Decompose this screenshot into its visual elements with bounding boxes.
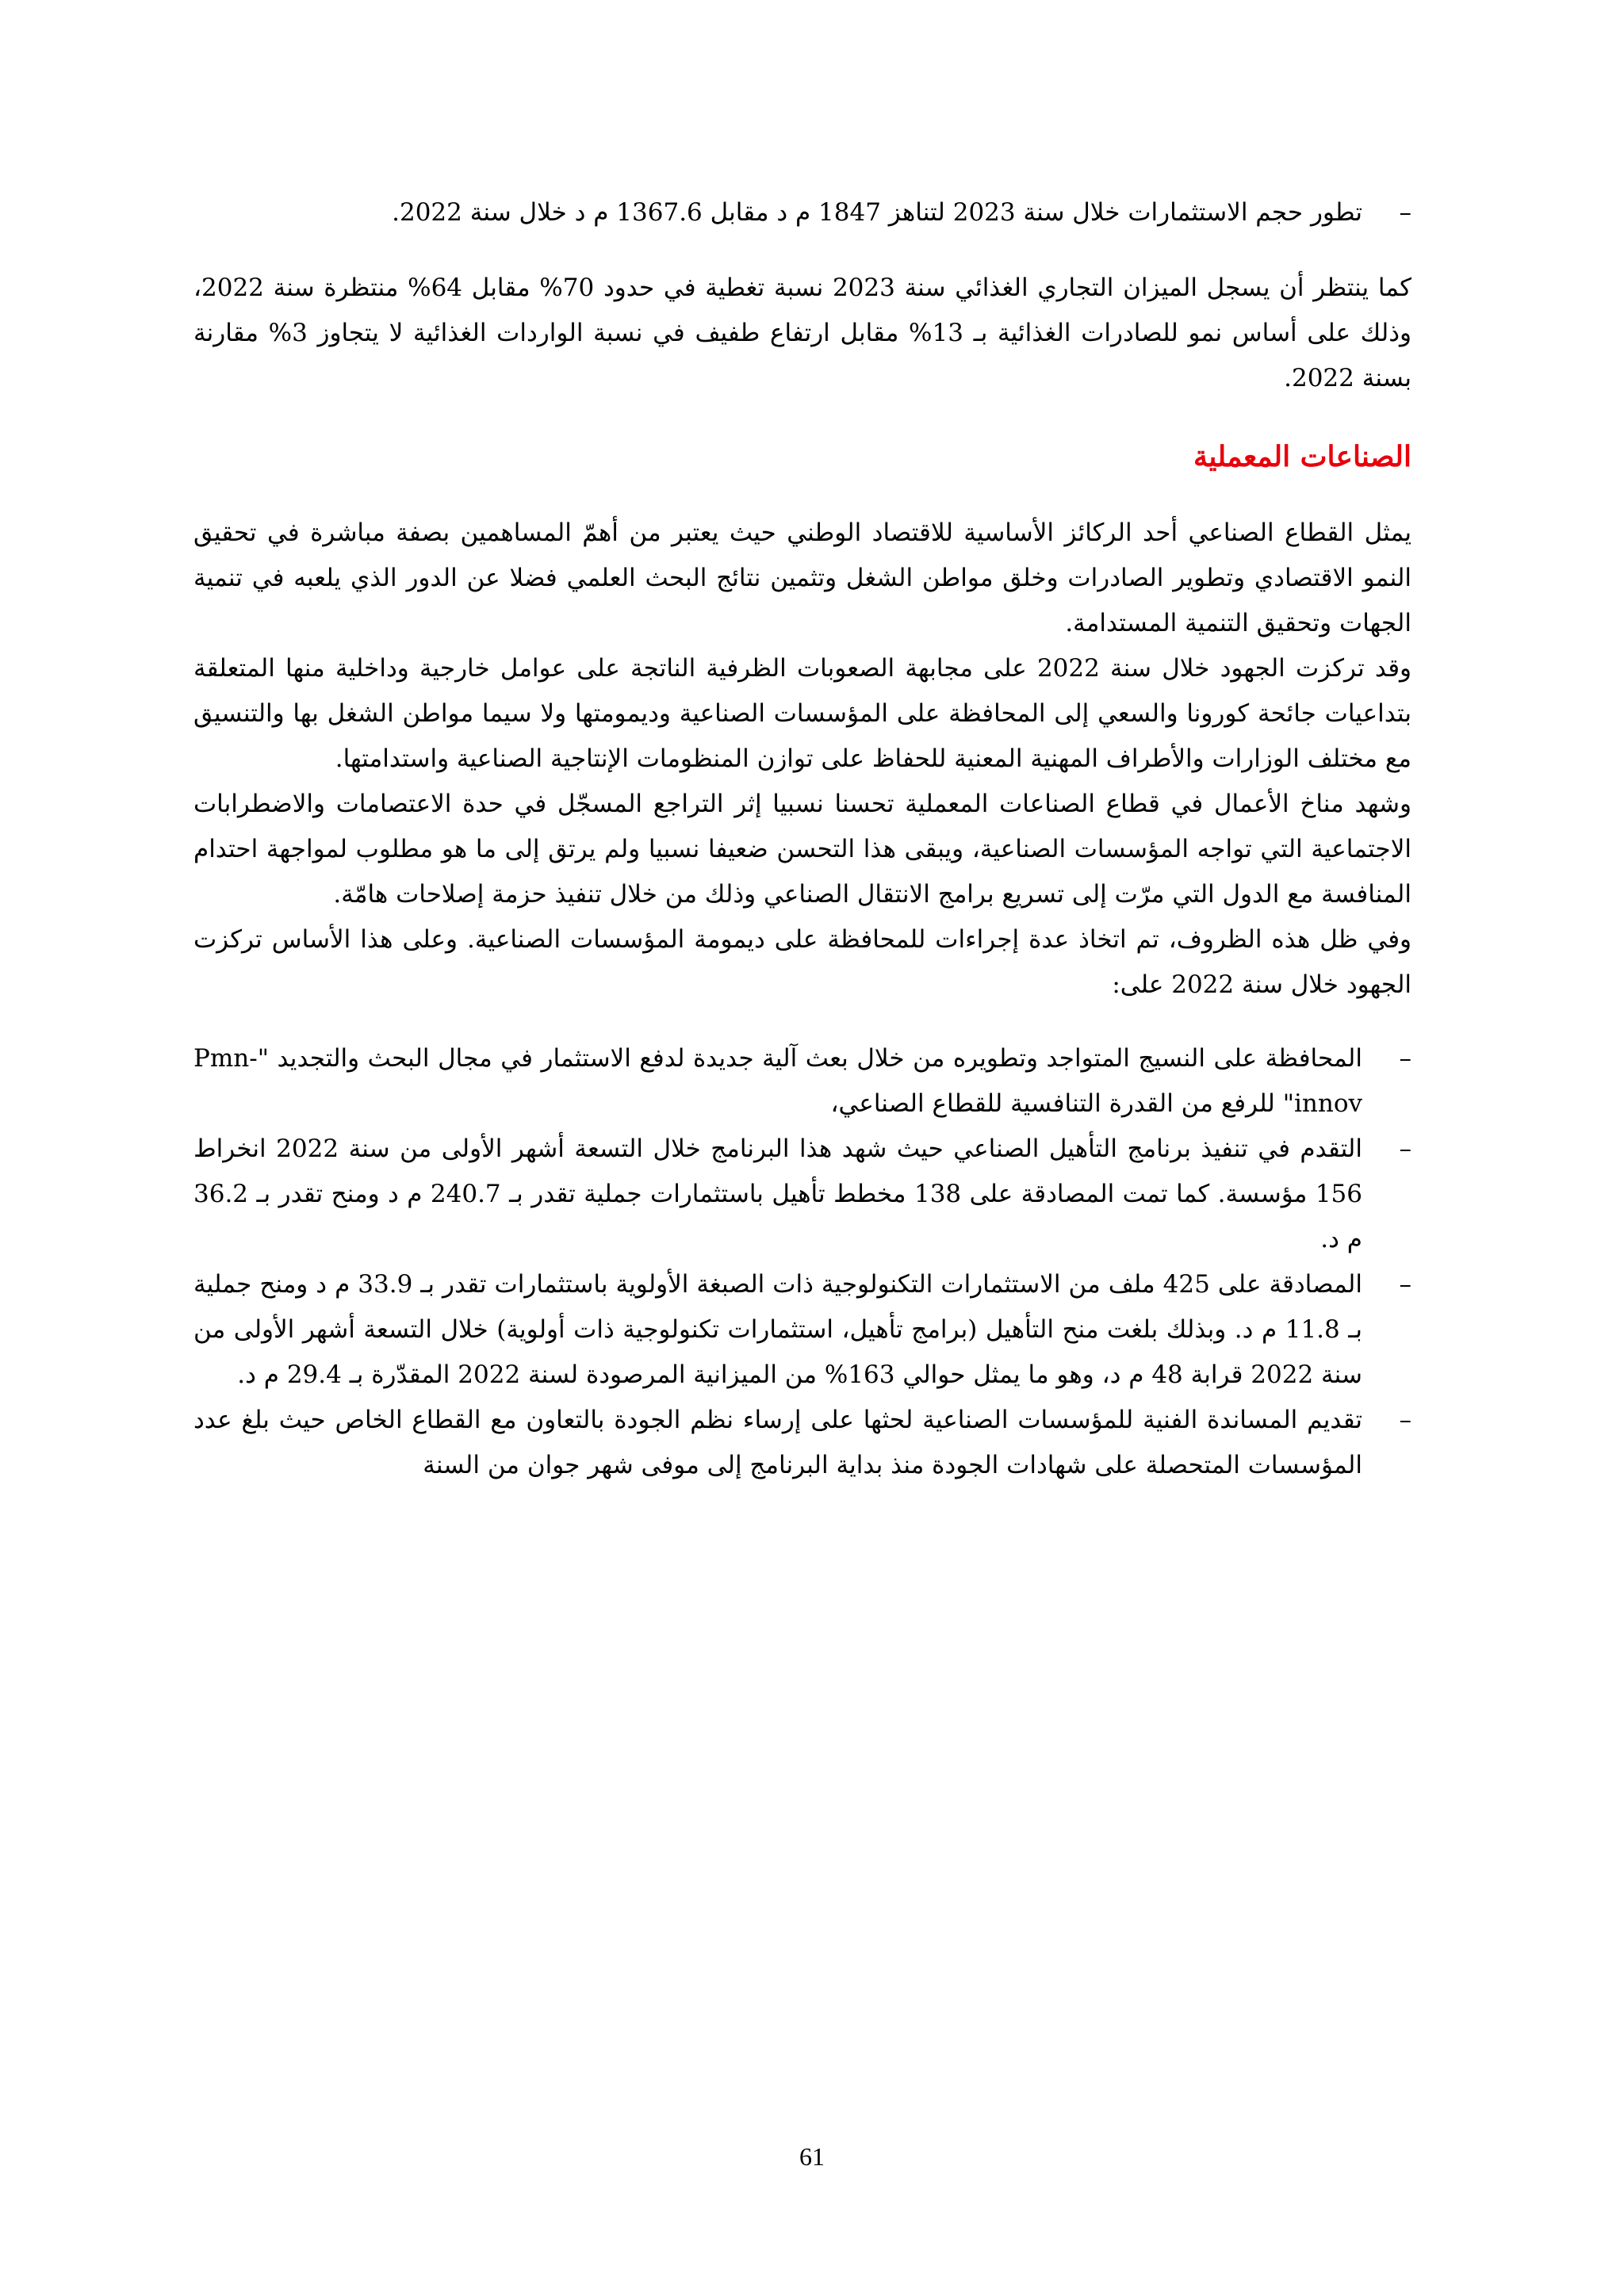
list-item-text: المحافظة على النسيج المتواجد وتطويره من خلال بعث آلية جديدة لدفع الاستثمار في مجال البحث والتجديد "Pmn-innov" للرفع من القدرة التنافسية للقطاع الصناعي، — [193, 1044, 1362, 1118]
bullet-dash: – — [1399, 1044, 1411, 1073]
page-number: 61 — [799, 2142, 825, 2171]
top-bullet-text: تطور حجم الاستثمارات خلال سنة 2023 لتناهز 1847 م د مقابل 1367.6 م د خلال سنة 2022. — [392, 198, 1362, 227]
section-heading: الصناعات المعملية — [1193, 440, 1411, 473]
list-item — [193, 1262, 1411, 1398]
measures-list — [193, 1036, 1411, 1488]
paragraph-efforts-2022: وقد تركزت الجهود خلال سنة 2022 على مجابهة الصعوبات الظرفية الناتجة على عوامل خارجية وداخلية منها المتعلقة بتداعيات جائحة كورونا والسعي إلى المحافظة على المؤسسات الصناعية وديمومتها ولا سيما مواطن الشغل بها والتنسيق مع مختلف الوزارات والأطراف المهنية المعنية للحفاظ على توازن المنظومات الإنتاجية الصناعية واستدامتها. — [193, 654, 1411, 773]
top-bullet-item — [193, 190, 1411, 235]
bullet-dash: – — [1399, 1270, 1411, 1299]
list-item — [193, 1398, 1411, 1488]
page-body — [193, 190, 1411, 1488]
bullet-dash: – — [1399, 1135, 1411, 1163]
list-item — [193, 1036, 1411, 1127]
list-item-text: تقديم المساندة الفنية للمؤسسات الصناعية لحثها على إرساء نظم الجودة بالتعاون مع القطاع الخاص حيث بلغ عدد المؤسسات المتحصلة على شهادات الجودة منذ بداية البرنامج إلى موفى شهر جوان من السنة — [193, 1406, 1362, 1479]
intro-paragraph: كما ينتظر أن يسجل الميزان التجاري الغذائي سنة 2023 نسبة تغطية في حدود 70% مقابل 64% منتظرة سنة 2022، وذلك على أساس نمو للصادرات الغذائية بـ 13% مقابل ارتفاع طفيف في نسبة الواردات الغذائية لا يتجاوز 3% مقارنة بسنة 2022. — [193, 274, 1411, 392]
list-item-text: التقدم في تنفيذ برنامج التأهيل الصناعي حيث شهد هذا البرنامج خلال التسعة أشهر الأولى من سنة 2022 انخراط 156 مؤسسة. كما تمت المصادقة على 138 مخطط تأهيل باستثمارات جملية تقدر بـ 240.7 م د ومنح تقدر بـ 36.2 م د. — [193, 1135, 1362, 1253]
paragraph-measures: وفي ظل هذه الظروف، تم اتخاذ عدة إجراءات للمحافظة على ديمومة المؤسسات الصناعية. وعلى هذا الأساس تركزت الجهود خلال سنة 2022 على: — [193, 925, 1411, 999]
bullet-dash: – — [1399, 1406, 1411, 1434]
paragraph-industry-role: يمثل القطاع الصناعي أحد الركائز الأساسية للاقتصاد الوطني حيث يعتبر من أهمّ المساهمين بصفة مباشرة في تحقيق النمو الاقتصادي وتطوير الصادرات وخلق مواطن الشغل وتثمين نتائج البحث العلمي فضلا عن الدور الذي يلعبه في تنمية الجهات وتحقيق التنمية المستدامة. — [193, 519, 1411, 637]
list-item — [193, 1127, 1411, 1262]
list-item-text: المصادقة على 425 ملف من الاستثمارات التكنولوجية ذات الصبغة الأولوية باستثمارات تقدر بـ 33.9 م د ومنح جملية بـ 11.8 م د. وبذلك بلغت منح التأهيل (برامج تأهيل، استثمارات تكنولوجية ذات أولوية) خلال التسعة أشهر الأولى من سنة 2022 قرابة 48 م د، وهو ما يمثل حوالي 163% من الميزانية المرصودة لسنة 2022 المقدّرة بـ 29.4 م د. — [193, 1270, 1362, 1389]
section-body — [193, 511, 1411, 1008]
bullet-dash: – — [1399, 198, 1411, 227]
paragraph-business-climate: وشهد مناخ الأعمال في قطاع الصناعات المعملية تحسنا نسبيا إثر التراجع المسجّل في حدة الاعتصامات والاضطرابات الاجتماعية التي تواجه المؤسسات الصناعية، ويبقى هذا التحسن ضعيفا نسبيا ولم يرتق إلى ما هو مطلوب لمواجهة احتدام المنافسة مع الدول التي مرّت إلى تسريع برامج الانتقال الصناعي وذلك من خلال تنفيذ حزمة إصلاحات هامّة. — [193, 790, 1411, 909]
